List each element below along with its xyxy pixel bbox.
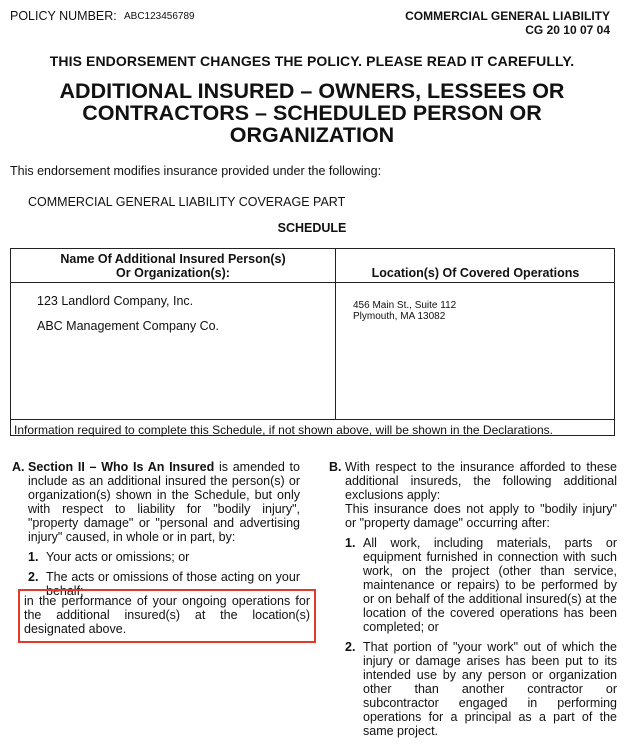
highlight-box [18,589,316,643]
schedule-heading: SCHEDULE [277,221,347,235]
item-text: That portion of "your work" out of which the injury or damage arises has been put to its intended use by any person or organization other than another contractor or subcontractor engaged in performing operations for a principal as a part of the same project. [363,640,617,738]
table-divider [11,282,614,283]
insured-name: 123 Landlord Company, Inc. [37,294,194,308]
table-divider [11,419,614,420]
title-line: ADDITIONAL INSURED – OWNERS, LESSEES OR [59,79,565,103]
form-number: CG 20 10 07 04 [525,23,610,37]
list-item [329,640,617,738]
form-title [405,9,610,37]
form-title-line: COMMERCIAL GENERAL LIABILITY [405,9,610,23]
section-b-tag: B. [329,460,342,474]
column-header-location: Location(s) Of Covered Operations [371,266,580,280]
address-line: 456 Main St., Suite 112 [353,300,457,311]
schedule-footnote: Information required to complete this Schedule, if not shown above, will be shown in the Declarations. [14,423,553,437]
item-number: 2. [345,640,356,654]
header-line: Or Organization(s): [116,266,230,280]
insured-name: ABC Management Company Co. [37,319,220,333]
column-header-insured [11,252,335,280]
page-title [20,80,604,146]
section-b [329,460,617,738]
title-line: CONTRACTORS – SCHEDULED PERSON OR [82,101,542,125]
section-a-tag: A. [12,460,25,474]
item-text: The acts or omissions of those acting on your behalf; [46,570,300,598]
coverage-part: COMMERCIAL GENERAL LIABILITY COVERAGE PART [28,195,346,209]
policy-number-label: POLICY NUMBER: [10,9,117,23]
item-number: 1. [28,550,39,564]
intro-text: This endorsement modifies insurance provided under the following: [10,164,382,178]
section-a [12,460,300,598]
highlighted-text: in the performance of your ongoing operations for the additional insured(s) at the location(s) designated above. [24,594,310,636]
item-number: 2. [28,570,39,584]
policy-number-value: ABC123456789 [124,11,195,22]
item-number: 1. [345,536,356,550]
list-item [329,536,617,634]
section-b-para: This insurance does not apply to "bodily injury" or "property damage" occurring after: [345,502,617,530]
header-line: Name Of Additional Insured Person(s) [60,252,286,266]
location-address [353,300,456,322]
section-b-text: With respect to the insurance afforded to these additional insureds, the following additional exclusions apply: [345,460,617,502]
list-item [12,550,300,564]
endorsement-banner: THIS ENDORSEMENT CHANGES THE POLICY. PLEASE READ IT CAREFULLY. [49,53,575,69]
section-a-body: is amended to include as an additional insured the person(s) or organization(s) shown in the Schedule, but only with respect to liability for "bodily injury", "property damage" or "personal and advertising injury" caused, in whole or in part, by: [28,460,300,544]
address-line: Plymouth, MA 13082 [353,311,446,322]
schedule-table [10,248,615,436]
section-a-heading: Section II – Who Is An Insured [28,460,215,474]
item-text: Your acts or omissions; or [46,550,190,564]
section-a-text [28,460,300,544]
item-text: All work, including materials, parts or equipment furnished in connection with such work, on the project (other than service, maintenance or repairs) to be performed by or on behalf of the additional insured(s) at the location of the covered operations has been completed; or [363,536,617,634]
title-line: ORGANIZATION [229,123,395,147]
